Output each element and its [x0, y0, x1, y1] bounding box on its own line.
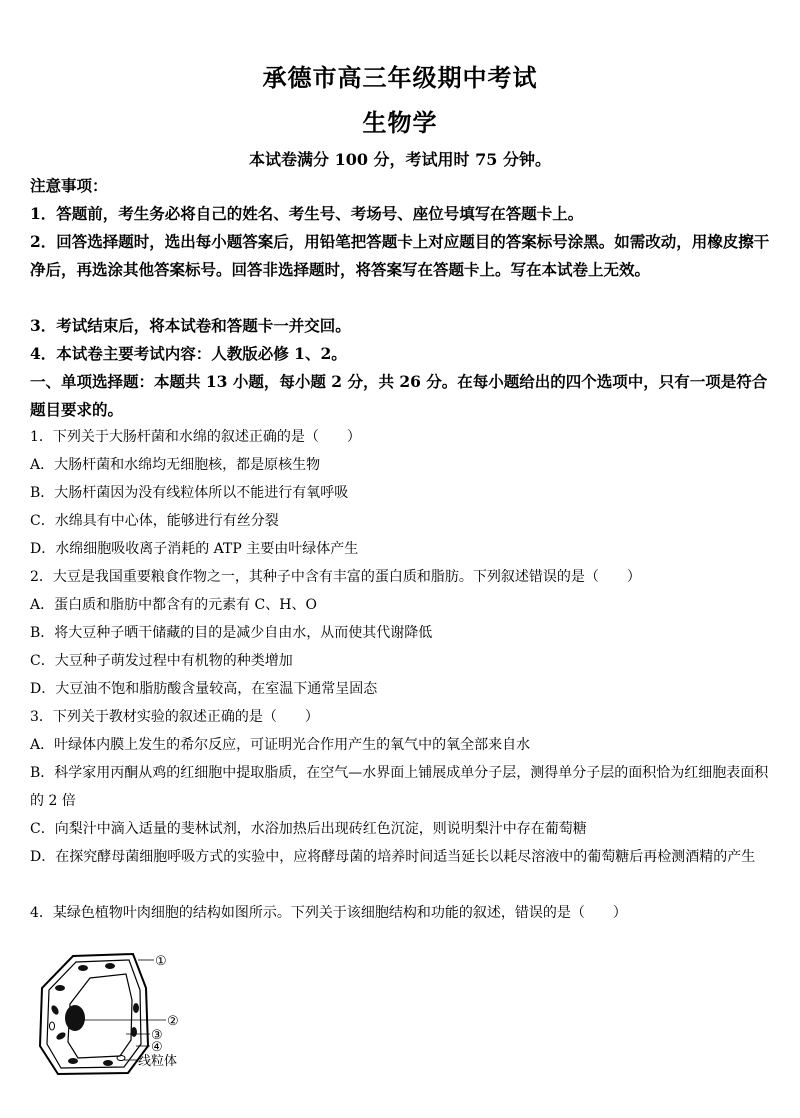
chloroplast	[131, 1027, 137, 1037]
note-item-1: 1．答题前，考生务必将自己的姓名、考生号、考场号、座位号填写在答题卡上。	[30, 204, 584, 223]
notes-heading: 注意事项：	[30, 176, 108, 195]
chloroplast	[50, 1004, 60, 1016]
chloroplast	[105, 963, 115, 969]
chloroplast	[55, 985, 65, 991]
label-1: ①	[155, 954, 167, 969]
leaf-cell-diagram	[28, 948, 208, 1083]
chloroplast	[78, 965, 88, 971]
mitochondrion	[117, 1056, 125, 1061]
q2-option-c: C．大豆种子萌发过程中有机物的种类增加	[30, 653, 293, 669]
label-3: ③	[151, 1028, 163, 1043]
q2-option-d: D．大豆油不饱和脂肪酸含量较高，在室温下通常呈固态	[30, 681, 378, 697]
q1-option-c: C．水绵具有中心体，能够进行有丝分裂	[30, 513, 279, 529]
chloroplast	[133, 1003, 139, 1013]
q3-option-b: B．科学家用丙酮从鸡的红细胞中提取脂质，在空气—水界面上铺展成单分子层，测得单分子层的面积恰为红细胞表面积的 2 倍	[30, 765, 769, 809]
q2-option-a: A．蛋白质和脂肪中都含有的元素有 C、H、O	[30, 597, 317, 613]
section-heading: 一、单项选择题：本题共 13 小题，每小题 2 分，共 26 分。在每小题给出的四个选项中，只有一项是符合题目要求的。	[30, 372, 768, 419]
q3-option-a: A．叶绿体内膜上发生的希尔反应，可证明光合作用产生的氧气中的氧全部来自水	[30, 737, 531, 753]
question-2-stem: 2．大豆是我国重要粮食作物之一，其种子中含有丰富的蛋白质和脂肪。下列叙述错误的是（ ）	[30, 569, 641, 585]
chloroplast	[68, 1058, 78, 1064]
note-item-2: 2．回答选择题时，选出每小题答案后，用铅笔把答题卡上对应题目的答案标号涂黑。如需改动，用橡皮擦干净后，再选涂其他答案标号。回答非选择题时，将答案写在答题卡上。写在本试卷上无效。	[30, 232, 770, 279]
q1-option-a: A．大肠杆菌和水绵均无细胞核，都是原核生物	[30, 457, 321, 473]
exam-info: 本试卷满分 100 分，考试用时 75 分钟。	[249, 150, 551, 169]
question-1-stem: 1．下列关于大肠杆菌和水绵的叙述正确的是（ ）	[30, 429, 361, 445]
q3-option-c: C．向梨汁中滴入适量的斐林试剂，水浴加热后出现砖红色沉淀，则说明梨汁中存在葡萄糖	[30, 821, 587, 837]
chloroplast	[55, 1031, 67, 1041]
subject-title: 生物学	[362, 108, 438, 137]
q3-option-d: D．在探究酵母菌细胞呼吸方式的实验中，应将酵母菌的培养时间适当延长以耗尽溶液中的葡萄糖后再检测酒精的产生	[30, 849, 756, 865]
chloroplast	[103, 1060, 113, 1066]
label-2: ②	[167, 1014, 179, 1029]
exam-title: 承德市高三年级期中考试	[262, 63, 538, 92]
question-3-stem: 3．下列关于教材实验的叙述正确的是（ ）	[30, 709, 319, 725]
label-mitochondria: 线粒体	[138, 1054, 178, 1069]
question-4-stem: 4．某绿色植物叶肉细胞的结构如图所示。下列关于该细胞结构和功能的叙述，错误的是（ ）	[30, 905, 627, 921]
q1-option-b: B．大肠杆菌因为没有线粒体所以不能进行有氧呼吸	[30, 485, 349, 501]
q2-option-b: B．将大豆种子晒干储藏的目的是减少自由水，从而使其代谢降低	[30, 625, 433, 641]
note-item-3: 3．考试结束后，将本试卷和答题卡一并交回。	[30, 316, 351, 335]
q1-option-d: D．水绵细胞吸收离子消耗的 ATP 主要由叶绿体产生	[30, 541, 359, 557]
note-item-4: 4．本试卷主要考试内容：人教版必修 1、2。	[30, 344, 347, 363]
label-4: ④	[151, 1040, 163, 1055]
mitochondrion	[50, 1022, 55, 1030]
nucleus	[65, 1005, 85, 1031]
